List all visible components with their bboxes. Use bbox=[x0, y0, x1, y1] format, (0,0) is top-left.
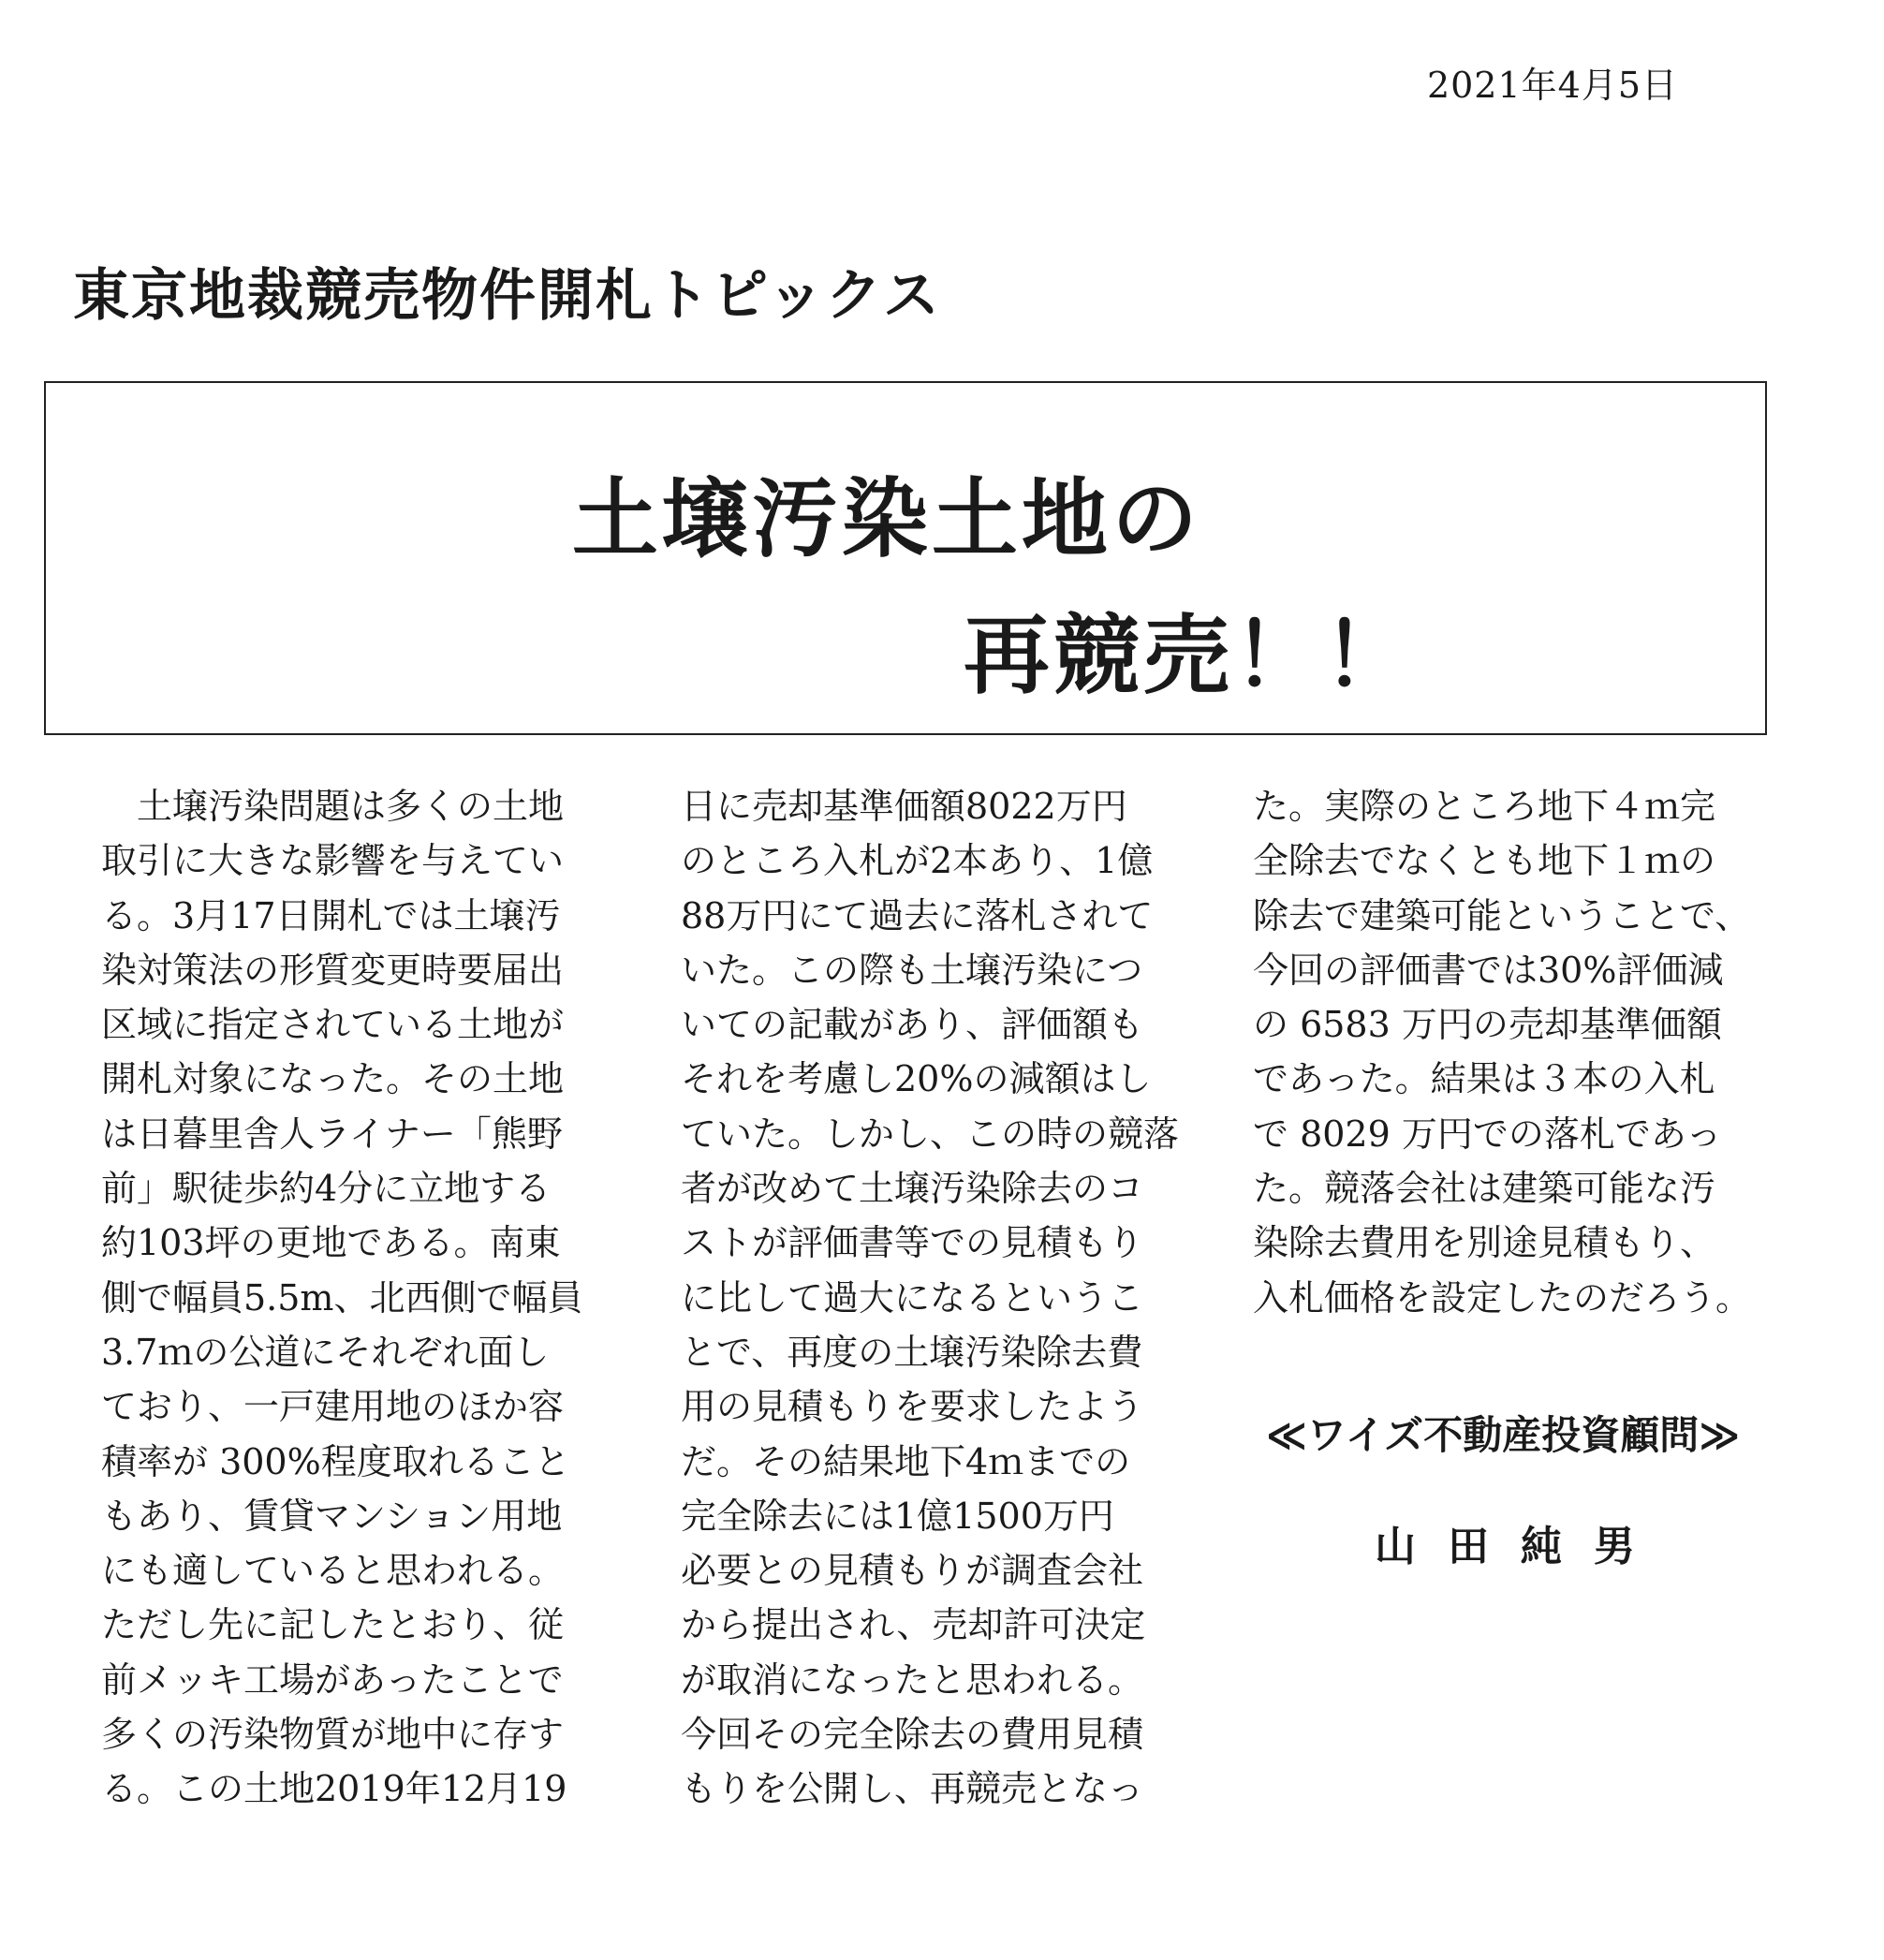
body-line: 染対策法の形質変更時要届出 bbox=[101, 949, 565, 991]
body-line: 約103坪の更地である。南東 bbox=[101, 1222, 561, 1264]
body-line: 全除去でなくとも地下１ｍの bbox=[1253, 840, 1716, 882]
byline-author: 山田純男 bbox=[1375, 1523, 1667, 1570]
body-line: 多くの汚染物質が地中に存す bbox=[101, 1714, 565, 1756]
body-line: 取引に大きな影響を与えてい bbox=[101, 840, 565, 882]
body-line: にも適していると思われる。 bbox=[101, 1550, 565, 1592]
body-line: 積率が 300%程度取れること bbox=[101, 1440, 570, 1482]
body-line: だ。その結果地下4ｍまでの bbox=[681, 1440, 1131, 1482]
body-line: それを考慮し20%の減額はし bbox=[681, 1058, 1152, 1100]
body-line: で 8029 万円での落札であっ bbox=[1253, 1113, 1722, 1155]
body-line: 用の見積もりを要求したよう bbox=[681, 1386, 1144, 1428]
series-title: 東京地裁競売物件開札トピックス bbox=[73, 263, 941, 329]
body-line: のところ入札が2本あり、1億 bbox=[681, 840, 1154, 882]
body-line: る。この土地2019年12月19 bbox=[101, 1768, 567, 1810]
body-line: ていた。しかし、この時の競落 bbox=[681, 1113, 1180, 1155]
body-column-2 bbox=[681, 779, 1179, 1817]
body-line: 除去で建築可能ということで、 bbox=[1253, 894, 1751, 936]
body-line: 者が改めて土壌汚染除去のコ bbox=[681, 1168, 1144, 1210]
body-line: ており、一戸建用地のほか容 bbox=[101, 1386, 565, 1428]
body-line: 日に売却基準価額8022万円 bbox=[681, 786, 1127, 827]
body-line: に比して過大になるというこ bbox=[681, 1276, 1144, 1319]
body-line: 今回の評価書では30%評価減 bbox=[1253, 949, 1724, 991]
body-line: いての記載があり、評価額も bbox=[681, 1004, 1144, 1046]
body-line: 88万円にて過去に落札されて bbox=[681, 894, 1154, 936]
body-line: 今回その完全除去の費用見積 bbox=[681, 1714, 1144, 1756]
body-line: とで、再度の土壌汚染除去費 bbox=[681, 1331, 1143, 1373]
headline-box bbox=[44, 381, 1767, 735]
body-line: 側で幅員5.5m、北西側で幅員 bbox=[101, 1276, 583, 1319]
body-line: 区域に指定されている土地が bbox=[101, 1004, 565, 1046]
headline-line-1: 土壌汚染土地の bbox=[572, 469, 1202, 569]
body-line: 完全除去には1億1500万円 bbox=[681, 1495, 1114, 1537]
body-line: が取消になったと思われる。 bbox=[681, 1658, 1144, 1701]
body-line: 前メッキ工場があったことで bbox=[101, 1658, 564, 1701]
body-column-3 bbox=[1253, 779, 1751, 1325]
body-line: であった。結果は３本の入札 bbox=[1253, 1058, 1715, 1100]
body-line: もりを公開し、再競売となっ bbox=[681, 1768, 1144, 1810]
body-column-1 bbox=[101, 779, 582, 1817]
body-line: ストが評価書等での見積もり bbox=[681, 1222, 1144, 1264]
body-line: た。競落会社は建築可能な汚 bbox=[1253, 1168, 1716, 1210]
byline-organization: ≪ワイズ不動産投資顧問≫ bbox=[1266, 1412, 1741, 1458]
body-line: は日暮里舎人ライナー「熊野 bbox=[101, 1113, 563, 1155]
body-line: た。実際のところ地下４ｍ完 bbox=[1253, 786, 1716, 827]
body-line: から提出され、売却許可決定 bbox=[681, 1604, 1146, 1646]
body-line: 染除去費用を別途見積もり、 bbox=[1253, 1222, 1716, 1264]
body-line: もあり、賃貸マンション用地 bbox=[101, 1495, 563, 1537]
body-line: 必要との見積もりが調査会社 bbox=[681, 1550, 1144, 1592]
body-line: 開札対象になった。その土地 bbox=[101, 1058, 565, 1100]
body-line: の 6583 万円の売却基準価額 bbox=[1253, 1004, 1722, 1046]
body-line: ただし先に記したとおり、従 bbox=[101, 1604, 565, 1646]
body-line: 前」駅徒歩約4分に立地する bbox=[101, 1168, 552, 1210]
body-line: 入札価格を設定したのだろう。 bbox=[1253, 1276, 1752, 1319]
headline-line-2: 再競売！！ bbox=[964, 606, 1414, 706]
body-line: 3.7ｍの公道にそれぞれ面し bbox=[101, 1331, 550, 1373]
body-line: る。3月17日開札では土壌汚 bbox=[101, 894, 561, 936]
document-date: 2021年4月5日 bbox=[1426, 65, 1678, 106]
body-line: 土壌汚染問題は多くの土地 bbox=[101, 786, 565, 827]
body-line: いた。この際も土壌汚染につ bbox=[681, 949, 1143, 991]
